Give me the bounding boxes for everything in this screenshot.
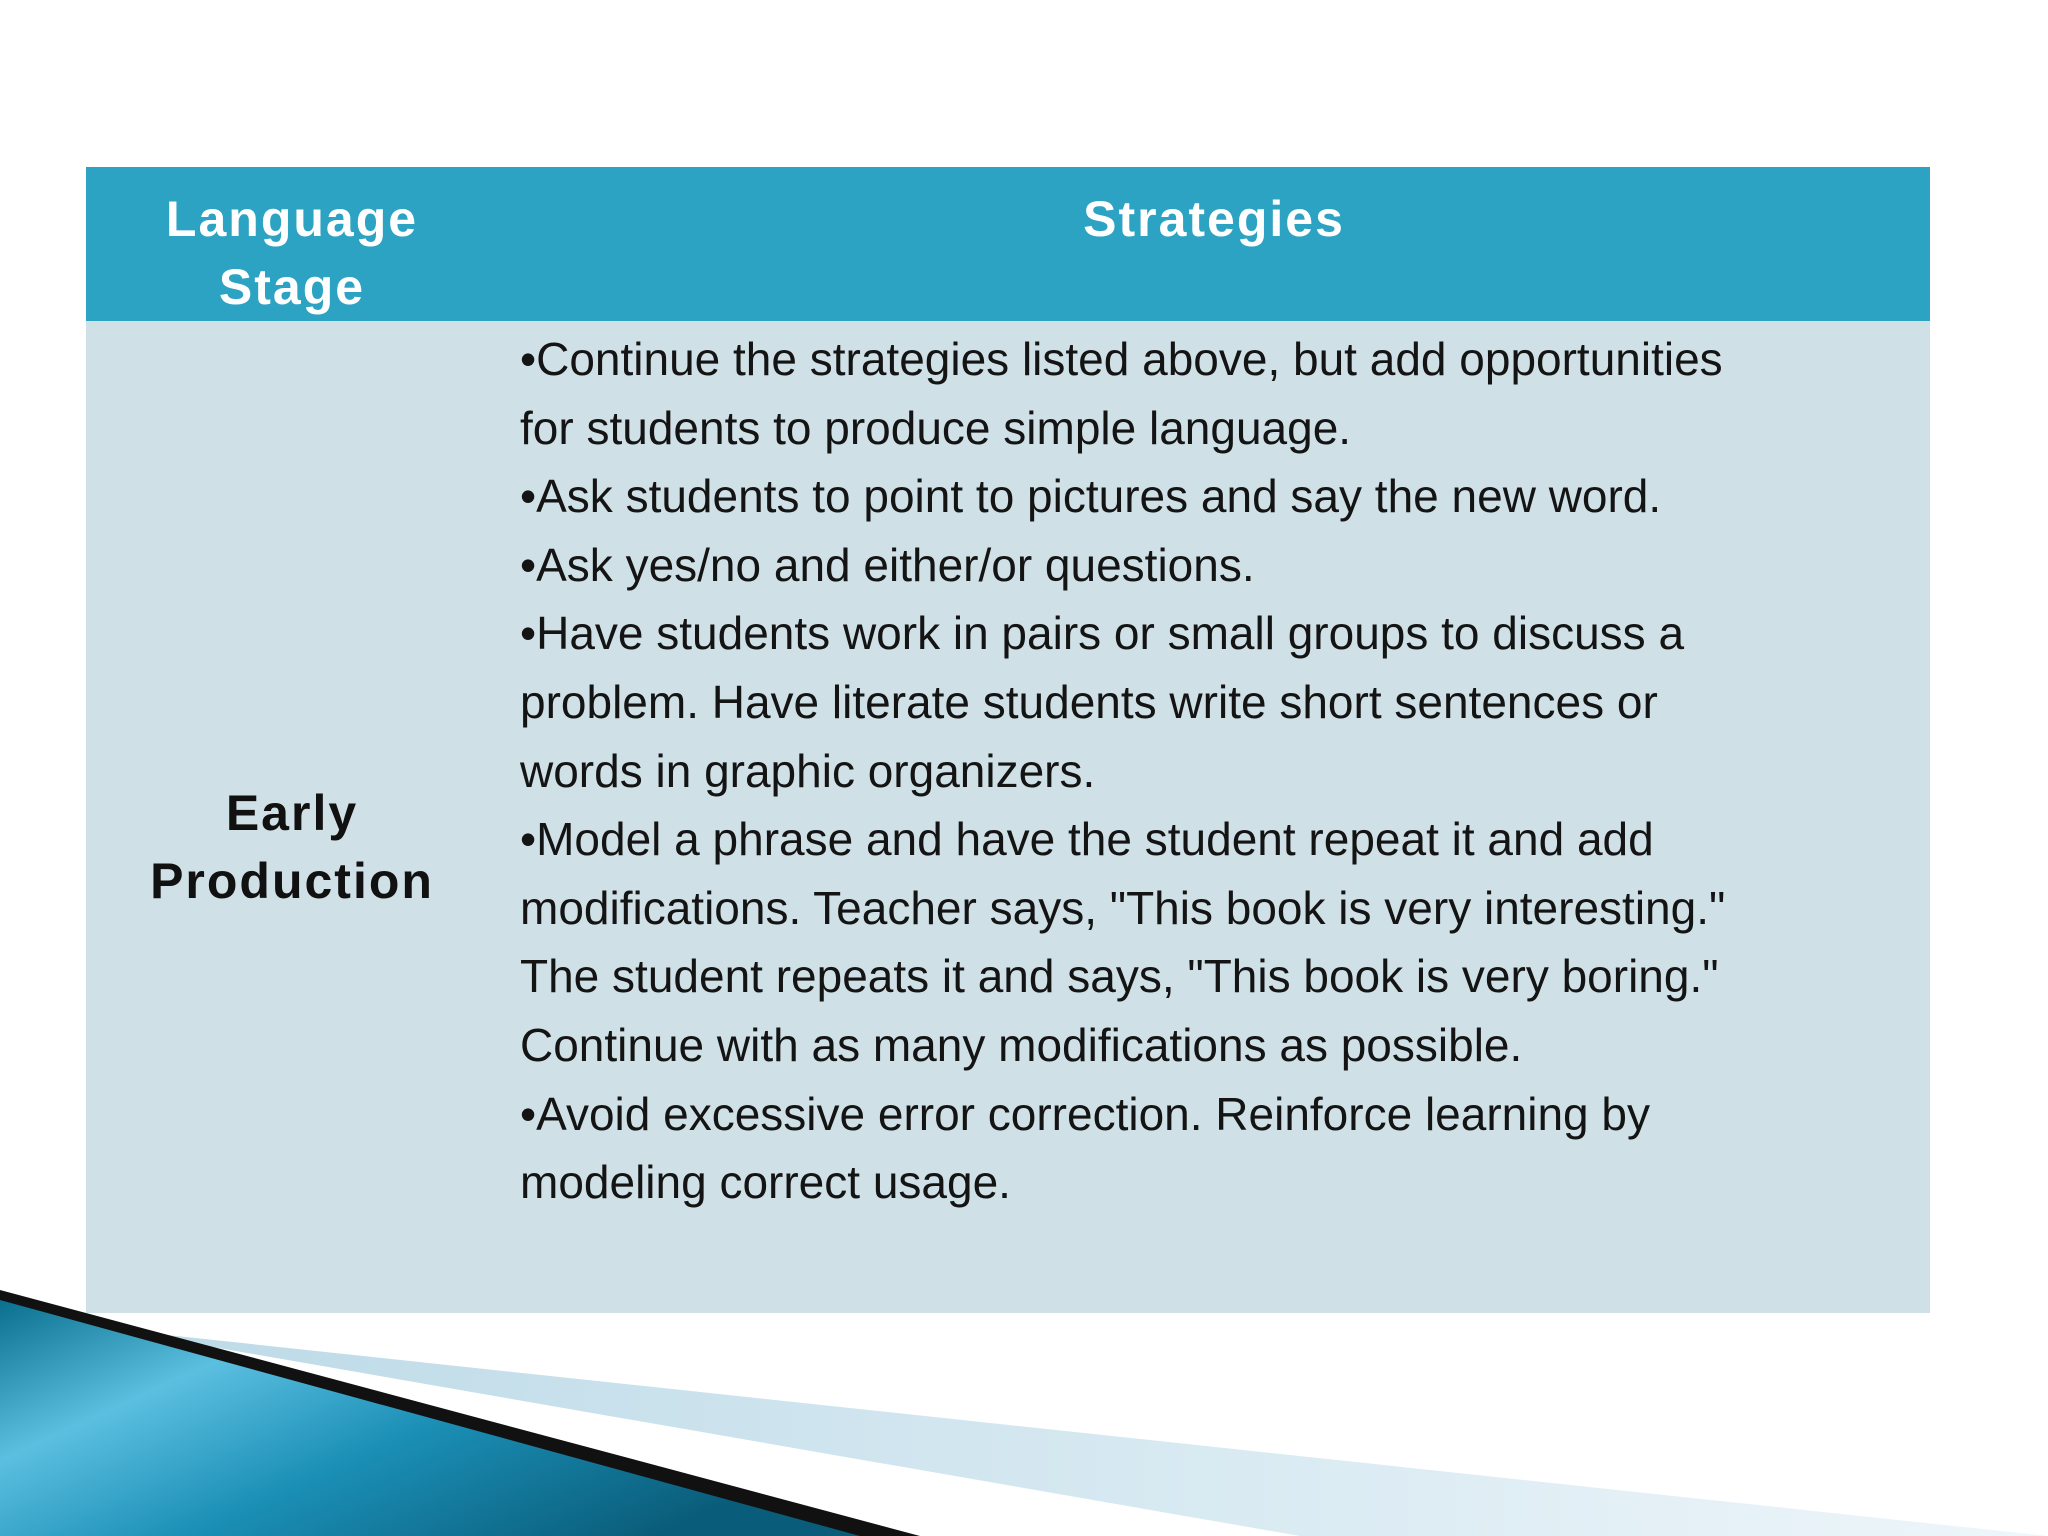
- stage-label: Early Production: [150, 785, 434, 909]
- blue-swoosh: [0, 1300, 860, 1536]
- strategy-line: •Avoid excessive error correction. Reinforce learning by: [520, 1087, 1650, 1140]
- strategy-line: •Continue the strategies listed above, but add opportunities: [520, 333, 1723, 385]
- strategy-line: modifications. Teacher says, "This book is very interesting.": [520, 881, 1726, 934]
- strategy-line: •Model a phrase and have the student repeat it and add: [520, 813, 1654, 866]
- strategy-line: The student repeats it and says, "This book is very boring.": [520, 950, 1719, 1003]
- table-header-row: [86, 167, 1930, 321]
- header-strategies: Strategies: [498, 167, 1930, 321]
- strategy-line: •Ask students to point to pictures and say the new word.: [520, 470, 1662, 523]
- stage-cell: [86, 321, 498, 1313]
- strategy-line: for students to produce simple language.: [520, 401, 1352, 454]
- strategy-line: modeling correct usage.: [520, 1156, 1011, 1209]
- black-swoosh: [0, 1290, 920, 1536]
- strategy-line: Continue with as many modifications as possible.: [520, 1018, 1523, 1071]
- strategies-list: [520, 325, 1930, 1217]
- header-language-stage: Language Stage: [86, 167, 498, 321]
- strategy-line: •Have students work in pairs or small groups to discuss a: [520, 607, 1685, 660]
- strategy-line: •Ask yes/no and either/or questions.: [520, 538, 1255, 591]
- strategy-line: words in graphic organizers.: [520, 744, 1096, 797]
- pale-swoosh: [0, 1310, 2048, 1536]
- strategy-line: problem. Have literate students write short sentences or: [520, 675, 1658, 728]
